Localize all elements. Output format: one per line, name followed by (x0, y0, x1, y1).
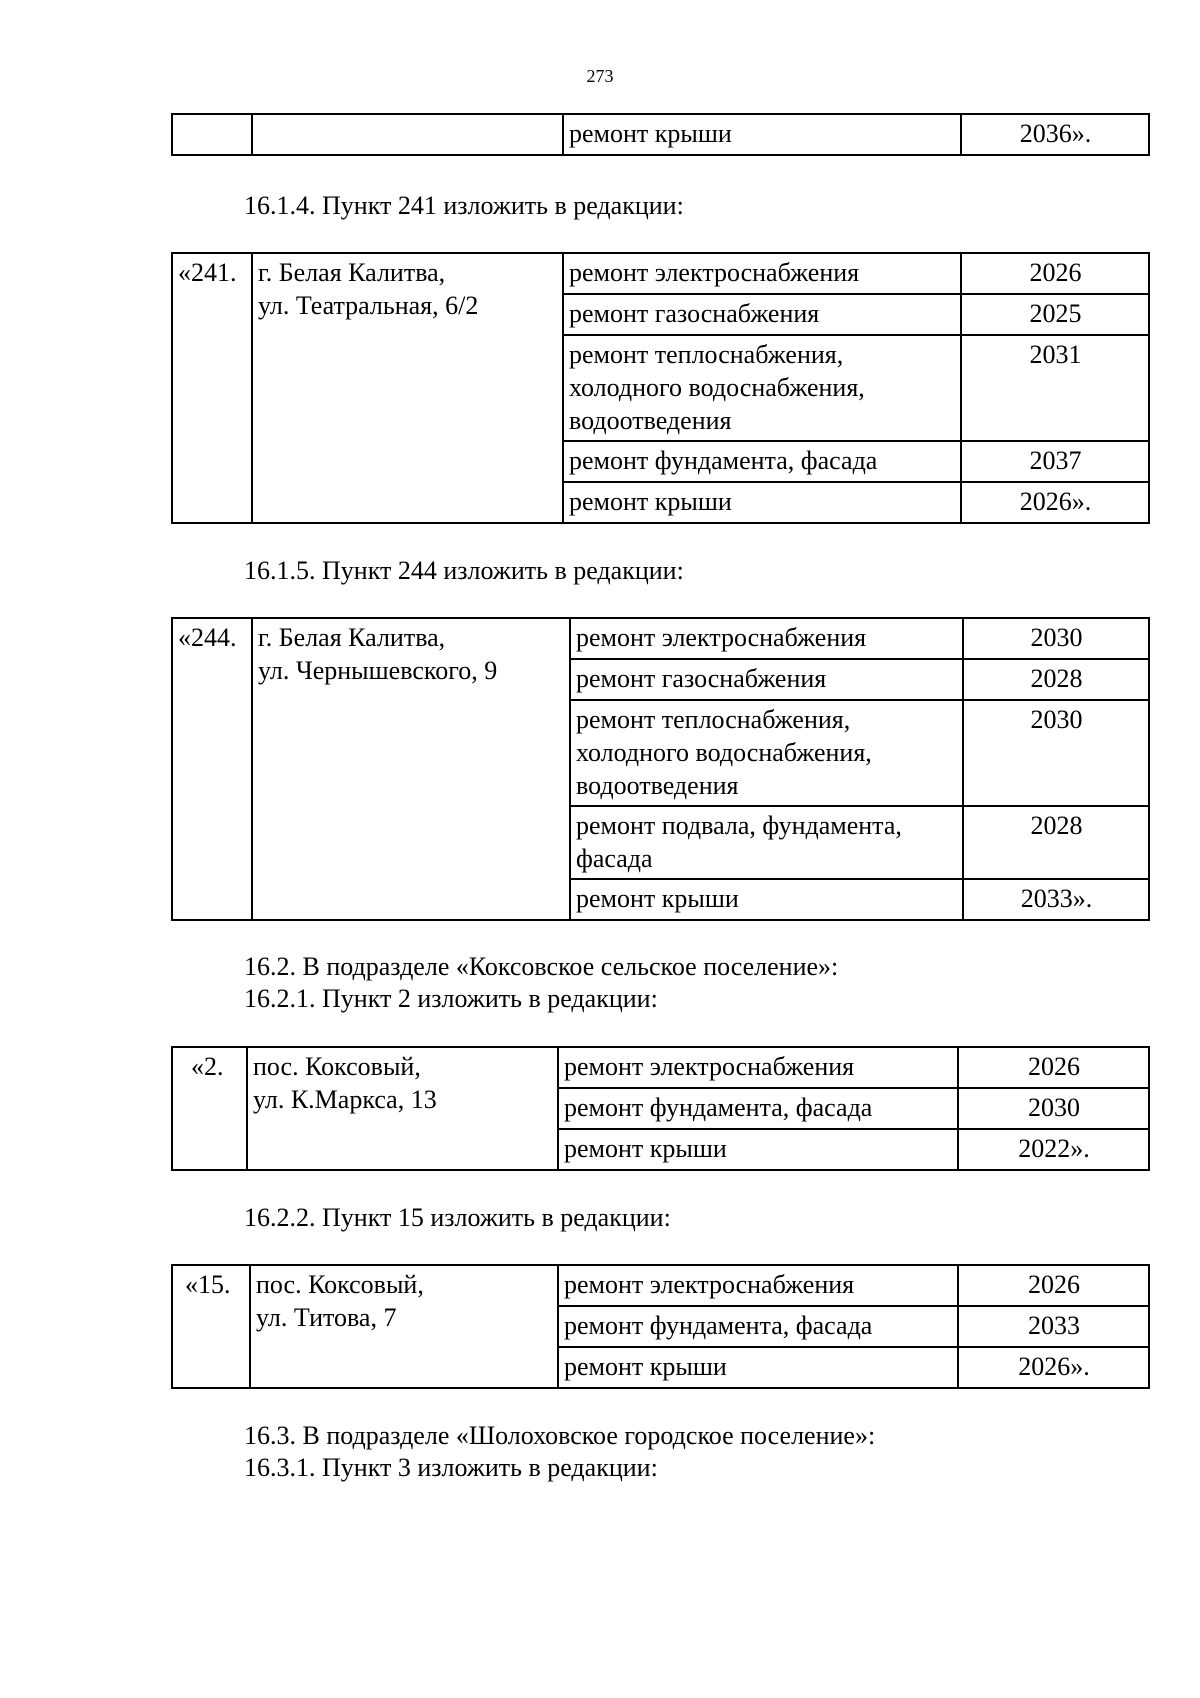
work-line: холодного водоснабжения, (569, 373, 865, 402)
work-cell (558, 1306, 958, 1347)
year-cell: 2028 (963, 806, 1149, 879)
year-cell: 2030 (963, 618, 1149, 659)
address-cell (252, 114, 563, 155)
address-line: ул. К.Маркса, 13 (253, 1085, 437, 1114)
work-line: ремонт газоснабжения (576, 664, 827, 693)
work-line: холодного водоснабжения, (576, 738, 872, 767)
year-cell: 2037 (961, 441, 1149, 482)
year-cell: 2030 (958, 1088, 1149, 1129)
work-cell (563, 335, 961, 441)
work-cell (570, 618, 963, 659)
address-line: ул. Титова, 7 (256, 1303, 397, 1332)
work-line: ремонт теплоснабжения, (576, 705, 851, 734)
item-number: «241. (172, 253, 252, 523)
year-cell: 2026 (958, 1047, 1149, 1088)
table-continuation (171, 113, 1150, 156)
paragraph-16-1-5: 16.1.5. Пункт 244 изложить в редакции: (244, 556, 684, 585)
year-cell: 2033». (963, 879, 1149, 920)
item-number: «2. (172, 1047, 247, 1170)
year-cell: 2026 (958, 1265, 1149, 1306)
item-number: «244. (172, 618, 252, 920)
paragraph-16-1-4: 16.1.4. Пункт 241 изложить в редакции: (244, 191, 684, 220)
address-line: г. Белая Калитва, (258, 258, 446, 287)
year-cell: 2026 (961, 253, 1149, 294)
num-cell (172, 114, 252, 155)
paragraph-16-2 (244, 951, 838, 1015)
work-cell (563, 294, 961, 335)
table-row (172, 1265, 1149, 1306)
work-cell (558, 1088, 958, 1129)
year-cell: 2025 (961, 294, 1149, 335)
table-item-15 (171, 1264, 1150, 1389)
year-cell: 2033 (958, 1306, 1149, 1347)
work-cell (563, 253, 961, 294)
work-line: ремонт фундамента, фасада (564, 1311, 873, 1340)
item-number: «15. (172, 1265, 250, 1388)
table-item-244 (171, 617, 1150, 921)
address-cell (252, 618, 570, 920)
table-row (172, 253, 1149, 294)
work-line: водоотведения (569, 406, 732, 435)
year-cell: 2022». (958, 1129, 1149, 1170)
work-line: водоотведения (576, 771, 739, 800)
table-row (172, 618, 1149, 659)
table-item-241 (171, 252, 1150, 524)
work-line: ремонт крыши (569, 487, 732, 516)
address-cell (247, 1047, 558, 1170)
paragraph-16-3-heading: 16.3. В подразделе «Шолоховское городское поселение»: (244, 1421, 876, 1450)
year-cell: 2026». (961, 482, 1149, 523)
work-cell (563, 441, 961, 482)
year-cell: 2026». (958, 1347, 1149, 1388)
address-line: ул. Чернышевского, 9 (258, 656, 498, 685)
paragraph-16-3 (244, 1420, 875, 1484)
work-line: ремонт фундамента, фасада (569, 446, 878, 475)
work-line: ремонт газоснабжения (569, 299, 820, 328)
address-line: пос. Коксовый, (256, 1270, 424, 1299)
work-line: ремонт подвала, фундамента, (576, 811, 902, 840)
work-cell (563, 482, 961, 523)
work-line: ремонт электроснабжения (576, 623, 867, 652)
work-cell (558, 1265, 958, 1306)
work-line: ремонт электроснабжения (564, 1052, 855, 1081)
table-row (172, 114, 1149, 155)
address-line: пос. Коксовый, (253, 1052, 421, 1081)
table-item-2 (171, 1046, 1150, 1171)
paragraph-16-3-1: 16.3.1. Пункт 3 изложить в редакции: (244, 1453, 658, 1482)
year-cell: 2030 (963, 700, 1149, 806)
address-line: ул. Театральная, 6/2 (258, 291, 479, 320)
work-cell (570, 879, 963, 920)
work-line: ремонт фундамента, фасада (564, 1093, 873, 1122)
address-line: г. Белая Калитва, (258, 623, 446, 652)
work-cell (570, 659, 963, 700)
paragraph-16-2-2: 16.2.2. Пункт 15 изложить в редакции: (244, 1203, 671, 1232)
year-cell: 2031 (961, 335, 1149, 441)
address-cell (252, 253, 563, 523)
paragraph-16-2-heading: 16.2. В подразделе «Коксовское сельское поселение»: (244, 952, 839, 981)
work-cell (570, 700, 963, 806)
work-cell (558, 1347, 958, 1388)
work-cell (558, 1129, 958, 1170)
work-line: ремонт крыши (564, 1134, 727, 1163)
work-line: ремонт электроснабжения (564, 1270, 855, 1299)
page-number: 273 (586, 66, 614, 86)
work-line: ремонт электроснабжения (569, 258, 860, 287)
year-cell: 2028 (963, 659, 1149, 700)
paragraph-16-2-1: 16.2.1. Пункт 2 изложить в редакции: (244, 984, 658, 1013)
work-line: фасада (576, 844, 653, 873)
work-cell (558, 1047, 958, 1088)
work-line: ремонт крыши (576, 884, 739, 913)
work-cell: ремонт крыши (563, 114, 961, 155)
work-cell (570, 806, 963, 879)
year-cell: 2036». (961, 114, 1149, 155)
address-cell (250, 1265, 558, 1388)
work-line: ремонт теплоснабжения, (569, 340, 844, 369)
table-row (172, 1047, 1149, 1088)
work-line: ремонт крыши (564, 1352, 727, 1381)
